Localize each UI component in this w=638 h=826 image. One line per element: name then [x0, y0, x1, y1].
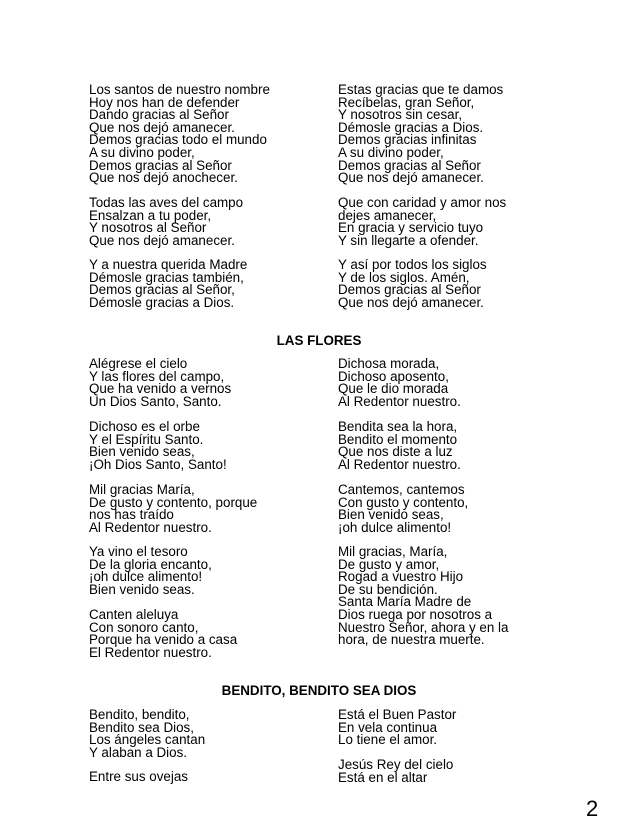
verse-line: Que nos dejó amanecer.: [89, 119, 235, 135]
verse-line: Todas las aves del campo: [89, 195, 244, 210]
verse-line: Está el Buen Pastor: [338, 707, 457, 722]
verse-line: Que con caridad y amor nos: [338, 195, 507, 210]
verse-line: Y alaban a Dios.: [89, 744, 188, 760]
verse-line: dejes amanecer,: [338, 207, 437, 223]
verse-line: Cantemos, cantemos: [338, 482, 465, 497]
verse-line: Dichoso es el orbe: [89, 419, 200, 434]
verse-line: Demos gracias al Señor: [338, 282, 481, 298]
verse-line: Que nos dejó amanecer.: [89, 232, 235, 248]
verse-line: Que le dio morada: [338, 381, 449, 397]
verse-line: Dios ruega por nosotros a: [338, 606, 493, 622]
verse-line: Recíbelas, gran Señor,: [338, 94, 475, 110]
stanza: [338, 546, 508, 647]
verse-line: Bien venido seas.: [89, 581, 195, 597]
section-title-bendito: BENDITO, BENDITO SEA DIOS: [221, 683, 417, 698]
verse-line: Bendito, bendito,: [89, 707, 190, 722]
verse-line: Bien venido seas,: [89, 444, 195, 460]
verse-line: Nuestro Señor, ahora y en la: [338, 619, 509, 635]
verse-line: Que nos diste a luz: [338, 444, 453, 460]
verse-line: Con gusto y contento,: [338, 494, 469, 510]
verse-line: De gusto y contento, porque: [89, 494, 258, 510]
section-title-las-flores: LAS FLORES: [276, 333, 362, 348]
stanza: [89, 358, 231, 408]
verse-line: Lo tiene el amor.: [338, 732, 438, 748]
verse-line: Bien venido seas,: [338, 507, 444, 523]
stanza: [338, 484, 468, 534]
stanza: [338, 421, 461, 471]
verse-line: De la gloria encanto,: [89, 556, 212, 572]
verse-line: ¡oh dulce alimento!: [338, 519, 452, 535]
stanza: [89, 484, 257, 534]
verse-line: Demos gracias infinitas: [338, 132, 477, 148]
verse-line: Y a nuestra querida Madre: [89, 257, 248, 272]
verse-line: Porque ha venido a casa: [89, 632, 238, 648]
verse-line: Entre sus ovejas: [89, 769, 188, 784]
verse-line: Dichoso aposento,: [338, 368, 449, 384]
verse-line: Los ángeles cantan: [89, 732, 206, 748]
verse-line: En vela continua: [338, 719, 438, 735]
stanza: [338, 358, 461, 408]
stanza: [89, 709, 205, 759]
verse-line: Hoy nos han de defender: [89, 94, 240, 110]
verse-line: En gracia y servicio tuyo: [338, 220, 484, 236]
stanza: [89, 84, 270, 185]
verse-line: Y de los siglos. Amén,: [338, 269, 470, 285]
verse-line: Estas gracias que te damos: [338, 82, 504, 97]
stanza: [89, 609, 237, 659]
verse-line: Que nos dejó amanecer.: [338, 170, 484, 186]
verse-line: Démosle gracias a Dios.: [338, 119, 484, 135]
page-number: 2: [586, 796, 599, 821]
verse-line: Canten aleluya: [89, 607, 179, 622]
stanza: [89, 421, 227, 471]
stanza: [338, 84, 503, 185]
verse-line: ¡Oh Dios Santo, Santo!: [89, 456, 227, 472]
verse-line: Dichosa morada,: [338, 356, 440, 371]
stanza: [89, 771, 188, 784]
stanza: [89, 546, 212, 596]
verse-line: Y las flores del campo,: [89, 368, 225, 384]
verse-line: Demos gracias al Señor: [89, 157, 232, 173]
verse-line: De gusto y amor,: [338, 556, 440, 572]
verse-line: ¡oh dulce alimento!: [89, 569, 203, 585]
verse-line: Jesús Rey del cielo: [338, 757, 454, 772]
stanza: [89, 197, 243, 247]
verse-line: Démosle gracias también,: [89, 269, 244, 285]
verse-line: Bendita sea la hora,: [338, 419, 458, 434]
verse-line: Al Redentor nuestro.: [89, 519, 212, 535]
verse-line: Un Dios Santo, Santo.: [89, 393, 222, 409]
verse-line: Los santos de nuestro nombre: [89, 82, 270, 97]
verse-line: A su divino poder,: [89, 144, 195, 160]
verse-line: Y nosotros al Señor: [89, 220, 207, 236]
verse-line: Al Redentor nuestro.: [338, 393, 461, 409]
verse-line: nos has traído: [89, 507, 174, 523]
verse-line: Está en el altar: [338, 769, 428, 785]
verse-line: De su bendición.: [338, 581, 438, 597]
verse-line: Demos gracias todo el mundo: [89, 132, 267, 148]
stanza: [338, 197, 506, 247]
verse-line: Bendito sea Dios,: [89, 719, 194, 735]
verse-line: A su divino poder,: [338, 144, 444, 160]
verse-line: Ya vino el tesoro: [89, 544, 188, 559]
stanza: [338, 709, 456, 747]
verse-line: Y el Espíritu Santo.: [89, 431, 204, 447]
verse-line: Con sonoro canto,: [89, 619, 199, 635]
stanza: [89, 259, 247, 309]
verse-line: Mil gracias, María,: [338, 544, 448, 559]
verse-line: Alégrese el cielo: [89, 356, 188, 371]
stanza: [338, 759, 453, 784]
verse-line: Y así por todos los siglos: [338, 257, 487, 272]
verse-line: El Redentor nuestro.: [89, 644, 212, 660]
verse-line: Y sin llegarte a ofender.: [338, 232, 479, 248]
verse-line: hora, de nuestra muerte.: [338, 632, 485, 648]
verse-line: Dando gracias al Señor: [89, 107, 229, 123]
verse-line: Ensalzan a tu poder,: [89, 207, 212, 223]
verse-line: Que ha venido a vernos: [89, 381, 232, 397]
verse-line: Rogad a vuestro Hijo: [338, 569, 464, 585]
stanza: [338, 259, 487, 309]
verse-line: Demos gracias al Señor: [338, 157, 481, 173]
verse-line: Y nosotros sin cesar,: [338, 107, 463, 123]
verse-line: Démosle gracias a Dios.: [89, 294, 235, 310]
verse-line: Que nos dejó anochecer.: [89, 170, 238, 186]
verse-line: Mil gracias María,: [89, 482, 195, 497]
verse-line: Demos gracias al Señor,: [89, 282, 235, 298]
verse-line: Al Redentor nuestro.: [338, 456, 461, 472]
verse-line: Que nos dejó amanecer.: [338, 294, 484, 310]
verse-line: Santa María Madre de: [338, 594, 472, 610]
verse-line: Bendito el momento: [338, 431, 458, 447]
